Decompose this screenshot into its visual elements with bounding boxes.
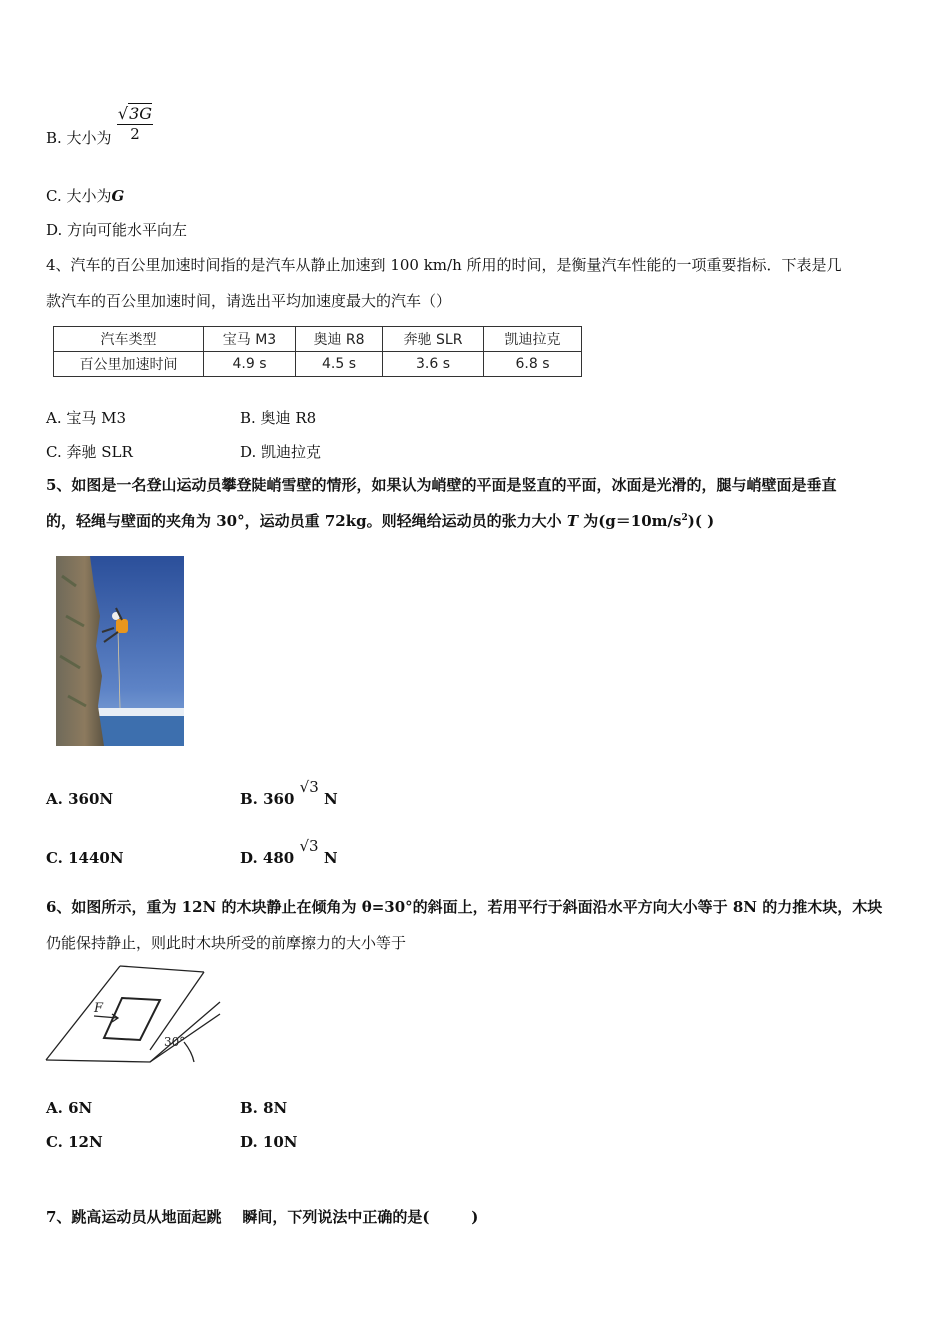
q4-stem-line1: 4、汽车的百公里加速时间指的是汽车从静止加速到 100 km/h 所用的时间，是衡量汽车性能的一项重要指标．下表是几 (46, 256, 842, 274)
q6-option-b: B. 8N (240, 1099, 288, 1117)
table-row (54, 352, 582, 377)
climber-photo (56, 556, 184, 746)
table-cell: 宝马 M3 (204, 327, 296, 352)
q4-option-a: A. 宝马 M3 (46, 409, 127, 427)
q6-stem-line2: 仍能保持静止，则此时木块所受的前摩擦力的大小等于 (46, 934, 407, 952)
q3-option-d: D. 方向可能水平向左 (46, 221, 188, 239)
angle-label: 30° (164, 1035, 186, 1049)
superscript: 2 (681, 513, 688, 523)
q5-stem-line1: 5、如图是一名登山运动员攀登陡峭雪壁的情形，如果认为峭壁的平面是竖直的平面，冰面是光滑的，腿与峭壁面是垂直 (46, 476, 837, 494)
radicand: 3G (129, 104, 153, 123)
q6-option-d: D. 10N (240, 1133, 298, 1151)
table-cell: 奥迪 R8 (296, 327, 383, 352)
q6-option-a: A. 6N (46, 1099, 93, 1117)
sqrt3-symbol: √3 (299, 778, 319, 796)
q5-option-d-unit: N (323, 849, 338, 867)
fraction-numerator (115, 104, 155, 123)
q4-car-table (53, 326, 582, 377)
table-cell: 凯迪拉克 (484, 327, 582, 352)
q5-tension-variable: T (566, 512, 578, 530)
incline-diagram (44, 962, 226, 1066)
q5-stem-line2 (46, 510, 714, 531)
q5-option-b-value: B. 360 (240, 790, 295, 808)
incline-edge-top (120, 966, 204, 972)
q5-stem-text: )( ) (687, 512, 715, 530)
q5-option-d (240, 837, 338, 867)
q6-option-c: C. 12N (46, 1133, 103, 1151)
table-cell: 汽车类型 (54, 327, 204, 352)
q5-option-d-value: D. 480 (240, 849, 295, 867)
q5-option-b-unit: N (324, 790, 338, 808)
table-cell: 4.5 s (296, 352, 383, 377)
table-cell: 4.9 s (204, 352, 296, 377)
q5-stem-text: 的，轻绳与壁面的夹角为 30°，运动员重 72kg。则轻绳给运动员的张力大小 (46, 512, 567, 530)
q7-stem-line1: 7、跳高运动员从地面起跳 瞬间，下列说法中正确的是( ) (46, 1208, 479, 1226)
table-row (54, 327, 582, 352)
force-label: F (94, 1001, 104, 1016)
q4-stem-line2: 款汽车的百公里加速时间，请选出平均加速度最大的汽车（） (46, 292, 452, 310)
table-cell: 3.6 s (383, 352, 484, 377)
q3-option-b (46, 127, 112, 148)
table-cell: 6.8 s (484, 352, 582, 377)
incline-edge-left (46, 966, 120, 1060)
q5-stem-text: 为(g＝10m/s (577, 512, 682, 530)
table-cell: 奔驰 SLR (383, 327, 484, 352)
q4-option-b: B. 奥迪 R8 (240, 409, 317, 427)
sqrt3-symbol: √3 (299, 837, 319, 855)
q5-option-a: A. 360N (46, 790, 114, 808)
q4-option-d: D. 凯迪拉克 (240, 443, 322, 461)
fraction-denominator: 2 (130, 125, 140, 143)
table-cell: 百公里加速时间 (54, 352, 204, 377)
q6-stem-line1: 6、如图所示，重为 12N 的木块静止在倾角为 θ=30°的斜面上，若用平行于斜面沿水平方向大小等于 8N 的力推木块，木块 (46, 898, 883, 916)
q3-option-c (46, 185, 124, 206)
radical-sign: √ (117, 104, 129, 123)
q5-option-b (240, 778, 338, 808)
wooden-block (104, 998, 160, 1040)
q5-option-c: C. 1440N (46, 849, 124, 867)
q3-option-c-variable: G (111, 187, 125, 205)
q3-option-b-fraction (115, 104, 155, 143)
q3-option-c-label: C. 大小为 (46, 187, 112, 205)
angle-arc (184, 1042, 194, 1062)
q3-option-b-label: B. 大小为 (46, 129, 112, 147)
q4-option-c: C. 奔驰 SLR (46, 443, 133, 461)
